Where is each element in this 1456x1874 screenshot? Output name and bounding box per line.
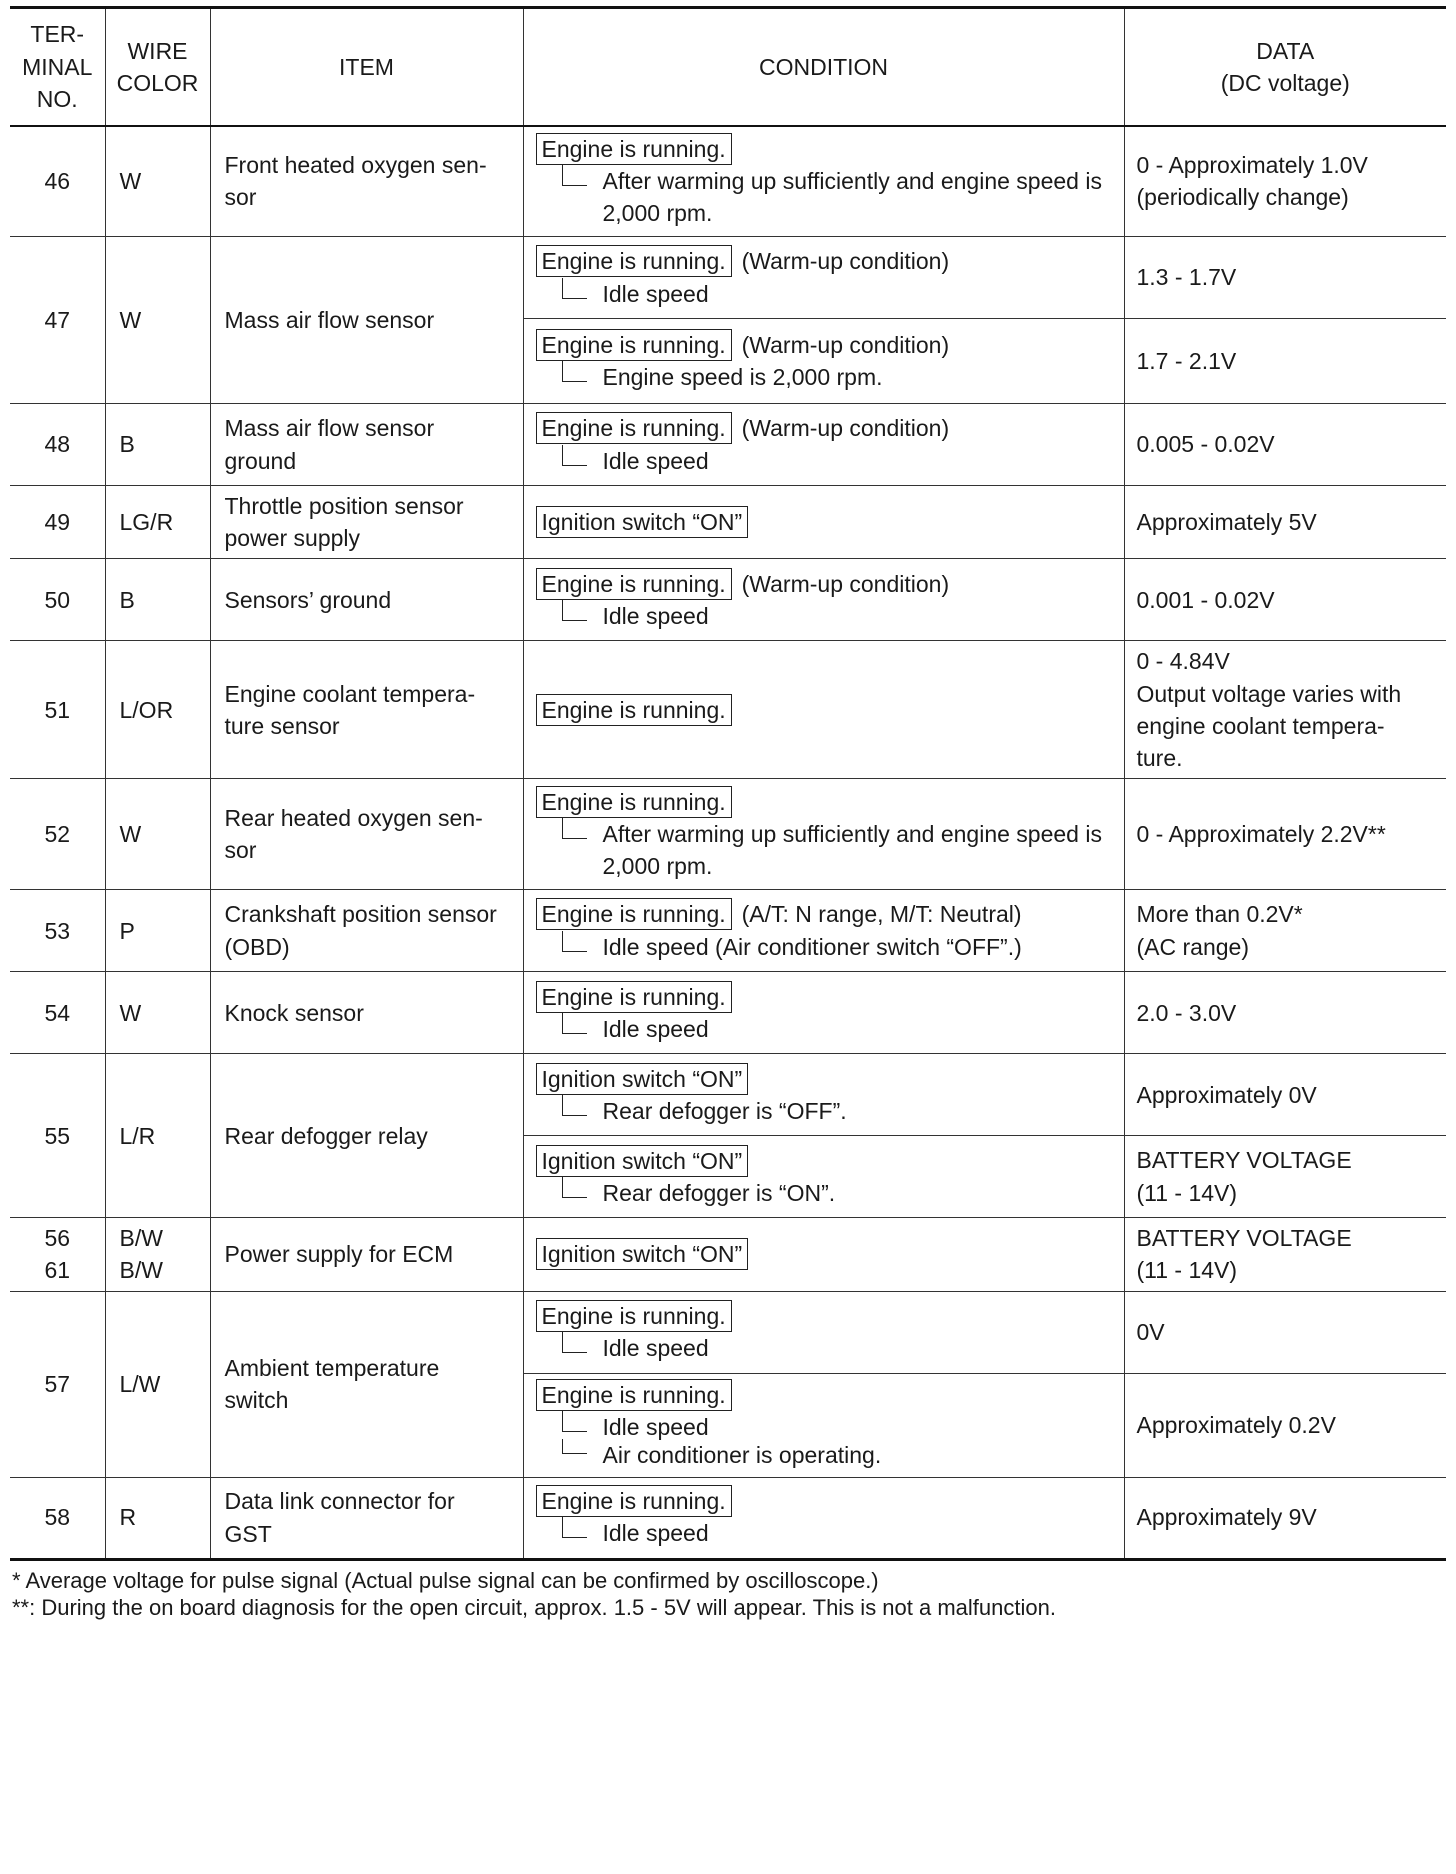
item-name: Ambient temperature switch [210,1291,523,1477]
condition-subitem [562,278,1110,310]
item-name: Data link connector for GST [210,1477,523,1559]
condition-subtext: Rear defogger is “OFF”. [602,1097,847,1124]
item-name: Mass air flow sensor [210,237,523,404]
table-row [10,486,1446,559]
condition-subtext: Rear defogger is “ON”. [602,1179,836,1206]
wire-color: W [105,972,210,1054]
condition-subtext: Idle speed [602,1334,709,1361]
branch-line [562,1095,587,1116]
wire-color: P [105,890,210,972]
data-value: BATTERY VOLTAGE (11 - 14V) [1124,1218,1446,1291]
data-value: 0 - 4.84V Output voltage varies with engine coolant tempera- ture. [1124,641,1446,779]
condition-head [536,786,1110,818]
condition-cell [523,1218,1124,1291]
condition-head [536,981,1110,1013]
data-value: Approximately 9V [1124,1477,1446,1559]
condition-cell [523,237,1124,319]
condition-head [536,1238,1110,1270]
data-value: 0.005 - 0.02V [1124,404,1446,486]
branch-line [562,165,587,186]
item-name: Sensors’ ground [210,559,523,641]
data-value: 1.3 - 1.7V [1124,237,1446,319]
wire-color: L/W [105,1291,210,1477]
item-name: Front heated oxygen sen- sor [210,126,523,237]
header-data: DATA (DC voltage) [1124,8,1446,126]
item-name: Rear defogger relay [210,1054,523,1218]
wire-color: R [105,1477,210,1559]
terminal-number: 57 [10,1291,105,1477]
header-item: ITEM [210,8,523,126]
terminal-number: 58 [10,1477,105,1559]
condition-note: (Warm-up condition) [741,248,950,275]
table-row [10,1218,1446,1291]
table-row [10,972,1446,1054]
data-value: 0V [1124,1291,1446,1373]
condition-box: Ignition switch “ON” [536,1063,749,1095]
item-name: Mass air flow sensor ground [210,404,523,486]
item-name: Crankshaft position sensor (OBD) [210,890,523,972]
data-value: Approximately 0.2V [1124,1373,1446,1477]
data-value: 0.001 - 0.02V [1124,559,1446,641]
condition-subitem [562,1013,1110,1045]
data-value: 0 - Approximately 1.0V (periodically change) [1124,126,1446,237]
table-row [10,890,1446,972]
condition-note: (A/T: N range, M/T: Neutral) [741,901,1022,928]
header-condition: CONDITION [523,8,1124,126]
condition-cell [523,319,1124,404]
wire-color: L/R [105,1054,210,1218]
table-row [10,237,1446,319]
condition-subtext: Idle speed [602,1015,709,1042]
branch-line [562,361,587,382]
branch-line [562,1177,587,1198]
table-row [10,1054,1446,1136]
condition-box: Engine is running. [536,1485,732,1517]
table-row [10,641,1446,779]
condition-subitem [562,1517,1110,1549]
data-value: Approximately 0V [1124,1054,1446,1136]
wire-color: W [105,779,210,890]
item-name: Engine coolant tempera- ture sensor [210,641,523,779]
branch-line [562,1332,587,1353]
wire-color: B [105,404,210,486]
condition-box: Engine is running. [536,981,732,1013]
condition-head [536,245,1110,277]
condition-subitem [562,361,1110,393]
wire-color: L/OR [105,641,210,779]
condition-cell [523,1477,1124,1559]
condition-head [536,1063,1110,1095]
condition-head [536,1485,1110,1517]
data-value: 0 - Approximately 2.2V** [1124,779,1446,890]
terminal-number: 54 [10,972,105,1054]
branch-line [562,1411,587,1432]
condition-box: Ignition switch “ON” [536,1238,749,1270]
condition-subtext: After warming up sufficiently and engine speed is 2,000 rpm. [602,820,1102,880]
condition-subitem [562,445,1110,477]
terminal-number: 51 [10,641,105,779]
condition-head [536,329,1110,361]
condition-note: (Warm-up condition) [741,331,950,358]
data-value: More than 0.2V* (AC range) [1124,890,1446,972]
condition-subtext: Idle speed [602,447,709,474]
condition-cell [523,1373,1124,1477]
header-terminal-no: TER- MINAL NO. [10,8,105,126]
terminal-number: 48 [10,404,105,486]
footnote-open-circuit: **: During the on board diagnosis for the open circuit, approx. 1.5 - 5V will appear. This is not a malfunction. [12,1595,1056,1620]
condition-cell [523,641,1124,779]
table-row [10,1291,1446,1373]
branch-line [562,1439,587,1454]
data-value: 1.7 - 2.1V [1124,319,1446,404]
item-name: Throttle position sensor power supply [210,486,523,559]
data-value: BATTERY VOLTAGE (11 - 14V) [1124,1136,1446,1218]
condition-subtext: Engine speed is 2,000 rpm. [602,364,883,390]
condition-head [536,412,1110,444]
condition-box: Engine is running. [536,245,732,277]
condition-head [536,506,1110,538]
condition-subtext: After warming up sufficiently and engine speed is 2,000 rpm. [602,168,1102,227]
wire-color: W [105,126,210,237]
condition-cell [523,126,1124,237]
condition-cell [523,486,1124,559]
condition-cell [523,559,1124,641]
table-header-row [10,8,1446,126]
condition-cell [523,1054,1124,1136]
terminal-number: 53 [10,890,105,972]
condition-subtext: Idle speed (Air conditioner switch “OFF”.) [602,933,1022,960]
condition-box: Engine is running. [536,1379,732,1411]
condition-head [536,133,1110,165]
terminal-number: 49 [10,486,105,559]
condition-cell [523,1291,1124,1373]
condition-box: Engine is running. [536,898,732,930]
item-name: Rear heated oxygen sen- sor [210,779,523,890]
condition-subitem [562,1332,1110,1364]
condition-subitem [562,1177,1110,1209]
condition-box: Ignition switch “ON” [536,1145,749,1177]
data-value: 2.0 - 3.0V [1124,972,1446,1054]
ecm-terminal-table [10,6,1446,1561]
condition-cell [523,779,1124,890]
table-row [10,559,1446,641]
terminal-data-document [10,6,1446,1622]
condition-head [536,898,1110,930]
footnotes [10,1567,1446,1622]
condition-subtext: Idle speed [602,280,709,307]
item-name: Power supply for ECM [210,1218,523,1291]
condition-subitem [562,1439,1110,1471]
footnote-pulse-signal: * Average voltage for pulse signal (Actual pulse signal can be confirmed by oscilloscope.) [12,1567,879,1593]
condition-cell [523,890,1124,972]
data-value: Approximately 5V [1124,486,1446,559]
condition-subitem [562,600,1110,632]
condition-subtext: Idle speed [602,602,709,629]
condition-subtext: Idle speed [602,1413,709,1440]
table-row [10,404,1446,486]
terminal-number: 56 61 [10,1218,105,1291]
item-name: Knock sensor [210,972,523,1054]
condition-head [536,1300,1110,1332]
terminal-number: 55 [10,1054,105,1218]
condition-box: Engine is running. [536,568,732,600]
table-row [10,779,1446,890]
table-body [10,126,1446,1560]
wire-color: W [105,237,210,404]
condition-cell [523,972,1124,1054]
condition-box: Engine is running. [536,1300,732,1332]
wire-color: LG/R [105,486,210,559]
condition-note: (Warm-up condition) [741,415,950,442]
condition-box: Engine is running. [536,133,732,165]
condition-cell [523,1136,1124,1218]
header-wire-color: WIRE COLOR [105,8,210,126]
terminal-number: 52 [10,779,105,890]
condition-head [536,568,1110,600]
branch-line [562,1517,587,1538]
wire-color: B/W B/W [105,1218,210,1291]
condition-subtext: Air conditioner is operating. [602,1442,882,1468]
condition-box: Ignition switch “ON” [536,506,749,538]
condition-subitem [562,1095,1110,1127]
branch-line [562,931,587,952]
terminal-number: 50 [10,559,105,641]
table-row [10,126,1446,237]
terminal-number: 46 [10,126,105,237]
branch-line [562,278,587,299]
terminal-number: 47 [10,237,105,404]
condition-head [536,694,1110,726]
condition-box: Engine is running. [536,694,732,726]
branch-line [562,818,587,839]
condition-subtext: Idle speed [602,1520,709,1547]
condition-box: Engine is running. [536,412,732,444]
condition-cell [523,404,1124,486]
condition-subitem [562,818,1110,882]
condition-subitem [562,165,1110,229]
wire-color: B [105,559,210,641]
condition-subitem [562,931,1110,963]
condition-box: Engine is running. [536,786,732,818]
condition-head [536,1379,1110,1411]
branch-line [562,600,587,621]
condition-note: (Warm-up condition) [741,570,950,597]
branch-line [562,1013,587,1034]
branch-line [562,445,587,466]
table-row [10,1477,1446,1559]
condition-box: Engine is running. [536,329,732,361]
condition-head [536,1145,1110,1177]
